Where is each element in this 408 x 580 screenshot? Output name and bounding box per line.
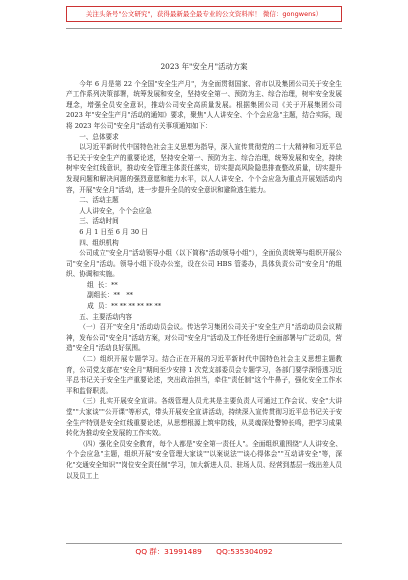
section-heading: 四、组织机构 — [79, 238, 119, 247]
member-row-deputy: 副组长：** ** — [87, 291, 133, 300]
section-paragraph: 以习近平新时代中国特色社会主义思想为指导，深入宣传贯彻党的二十大精神和习近平总书记关于安全生产的重要论述，坚持安全第一、预防为主、综合治理，统筹发展和安全，持续树牢安全红线意识，推动安全管理主体责任落实，切实提高风险隐患排查整改质量，切实提升发现问题和解决问题的强烈意愿和能力水平，以人人讲安全、个个会应急为重点开展划活动内容，开展"安全月"活动，进一步提升全员的安全意识和避险逃生能力。 — [66, 143, 342, 194]
section-paragraph: 公司成立"安全月"活动领导小组（以下简称"活动领导小组"），全面负责统筹与组织开展公司"安全月"活动。领导小组下设办公室，设在公司 HBS 管委办，具体负责公司"安全月"的组织、协调和实施。 — [66, 249, 342, 279]
header-divider — [66, 28, 342, 29]
section-heading: 二、活动主题 — [79, 196, 119, 205]
qq-group-text: QQ 群：31991489 — [135, 547, 202, 556]
member-row-leader: 组 长：** — [87, 280, 118, 289]
activity-item: （三）扎实开展安全宣讲。各级管理人员尤其是主要负责人可通过工作会议、安全"大讲堂""大家谈""公开课"等形式，带头开展安全宣讲活动，持续深入宣传贯彻习近平总书记关于安全生产特别是安全红线重要论述，从思想根源上筑牢防线，从灵魂深处警钟长鸣，把学习成果转化为推动安全发展的工作实效。 — [66, 397, 342, 438]
section-heading: 一、总体要求 — [79, 132, 119, 141]
doc-title: 2023 年"安全月"活动方案 — [160, 62, 248, 71]
activity-item: （二）组织开展专题学习。结合正在开展的习近平新时代中国特色社会主义思想主题教育，公司党支部在"安全月"期间至少安排 1 次党支部委员会专题学习，各部门要学深悟透习近平总书记关于安全生产重要论述，突出政治担当，牵住"责任制"这个牛鼻子，强化安全工作水平和监督职责。 — [66, 355, 342, 395]
activity-item: （四）强化全员安全教育，每个人都是"安全第一责任人"。全面组织重围绕"人人讲安全、个个会应急"主题，组织开展"安全管理大家谈""以案说法""谈心得体会""互动讲安全"等，深化"交通安全知识""岗位安全责任制"学习，加大新进人员、驻场人员、经营到基层一线出差人员以及员工上 — [66, 439, 342, 480]
footer-contact — [66, 546, 342, 557]
section-heading: 五、主要活动内容 — [79, 312, 132, 321]
section-paragraph: 6 月 1 日至 6 月 30 日 — [79, 227, 148, 236]
document-body — [66, 62, 342, 481]
section-paragraph: 人人讲安全，个个会应急 — [79, 206, 152, 215]
footer-divider — [66, 543, 342, 544]
header-banner[interactable]: 关注头条号"公文研究"，获得最新最全最专业的公文资料库！ 微信：gongwens） — [66, 6, 342, 22]
member-row-members: 成 员：** ** ** ** ** ** — [87, 302, 162, 311]
activity-item: （一）召开"安全月"活动动员会议。传达学习集团公司关于"安全生产月"活动动员会议精神，发布公司"安全月"活动方案，对公司"安全月"活动及工作任务进行全面部署与广泛动员，营造"安全月"活动良好氛围。 — [66, 323, 342, 353]
qq-text: QQ:535304092 — [216, 547, 273, 556]
section-heading: 三、活动时间 — [79, 217, 119, 226]
intro-paragraph: 今年 6 月是第 22 个全国"安全生产月"，为全面贯彻国家、省市以及集团公司关于安全生产工作系列决策部署，统筹发展和安全，坚持安全第一、预防为主、综合治理，树牢安全发展理念，增强全员安全意识，推动公司安全高质量发展。根据集团公司《关于开展集团公司 2023 年"安全生产月"活动的通知》要求，聚焦"人人讲安全、个个会应急"主题，结合实际，现将 2023 年公司"安全月"活动有关事项通知如下： — [66, 79, 342, 130]
